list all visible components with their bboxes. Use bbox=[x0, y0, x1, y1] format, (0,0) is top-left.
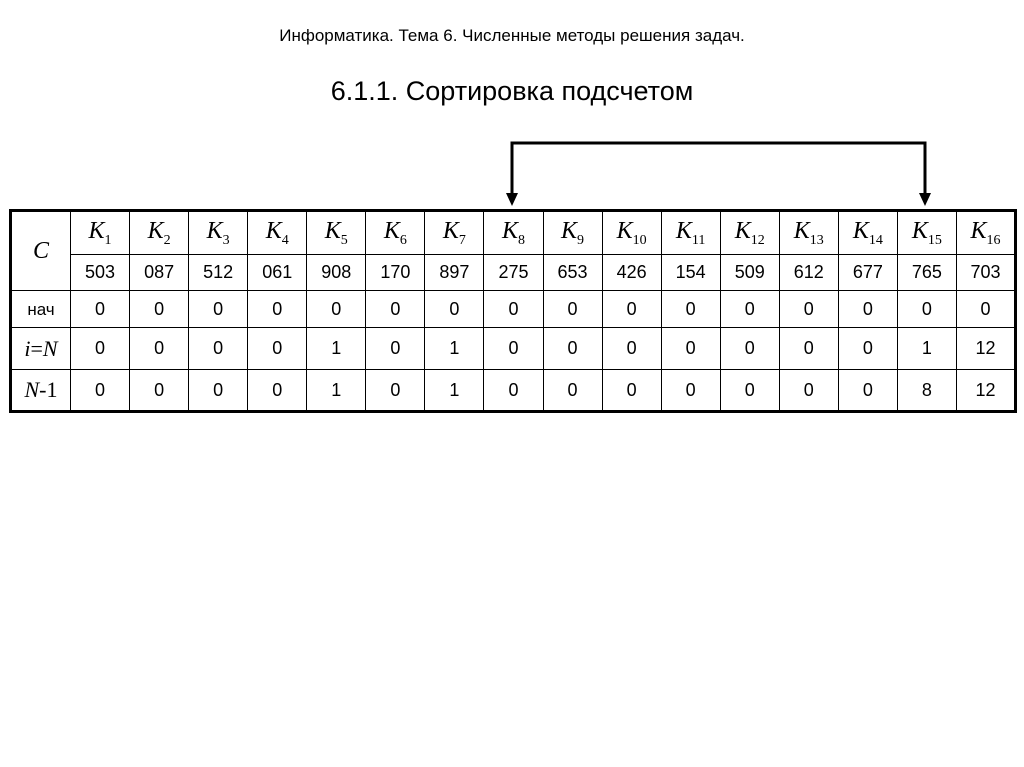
key-label: $K_7$ bbox=[442, 217, 466, 248]
key-label: $K_3$ bbox=[206, 217, 230, 248]
value-cell: 061 bbox=[248, 255, 307, 291]
row-n-minus-1 bbox=[11, 370, 1016, 412]
count-cell: 0 bbox=[543, 291, 602, 328]
key-index: 10 bbox=[632, 232, 647, 248]
key-header-k15 bbox=[897, 211, 956, 255]
row-label: N-1 bbox=[11, 370, 71, 412]
count-cell: 0 bbox=[130, 328, 189, 370]
value-cell: 765 bbox=[897, 255, 956, 291]
key-label: $K_{13}$ bbox=[793, 217, 824, 248]
count-cell: 0 bbox=[661, 291, 720, 328]
key-index: 9 bbox=[577, 232, 585, 248]
count-cell: 0 bbox=[720, 328, 779, 370]
key-header-k7 bbox=[425, 211, 484, 255]
key-label: $K_8$ bbox=[501, 217, 525, 248]
row-label: нач bbox=[11, 291, 71, 328]
key-header-k16 bbox=[956, 211, 1015, 255]
value-cell: 677 bbox=[838, 255, 897, 291]
key-index: 6 bbox=[399, 232, 407, 248]
count-cell: 0 bbox=[366, 291, 425, 328]
count-cell: 0 bbox=[602, 370, 661, 412]
value-cell: 897 bbox=[425, 255, 484, 291]
count-cell: 0 bbox=[248, 328, 307, 370]
count-cell: 0 bbox=[189, 328, 248, 370]
count-cell: 0 bbox=[366, 328, 425, 370]
count-cell: 1 bbox=[425, 328, 484, 370]
key-label: $K_2$ bbox=[147, 217, 171, 248]
count-cell: 0 bbox=[307, 291, 366, 328]
arrow-path bbox=[512, 143, 925, 200]
count-cell: 0 bbox=[838, 328, 897, 370]
key-header-k6 bbox=[366, 211, 425, 255]
key-label: $K_{16}$ bbox=[970, 217, 1001, 248]
count-cell: 0 bbox=[248, 291, 307, 328]
count-cell: 1 bbox=[307, 328, 366, 370]
key-header-k4 bbox=[248, 211, 307, 255]
count-cell: 1 bbox=[897, 328, 956, 370]
row-i-eq-n bbox=[11, 328, 1016, 370]
value-cell: 426 bbox=[602, 255, 661, 291]
key-index: 11 bbox=[691, 232, 706, 248]
key-index: 16 bbox=[986, 232, 1001, 248]
row-label: i=N bbox=[11, 328, 71, 370]
value-cell: 509 bbox=[720, 255, 779, 291]
count-cell: 0 bbox=[779, 328, 838, 370]
key-header-k1 bbox=[71, 211, 130, 255]
count-cell: 12 bbox=[956, 328, 1015, 370]
key-label: $K_1$ bbox=[88, 217, 112, 248]
count-cell: 0 bbox=[602, 291, 661, 328]
label-c: C bbox=[11, 211, 71, 291]
key-index: 5 bbox=[340, 232, 348, 248]
key-label: $K_{12}$ bbox=[734, 217, 765, 248]
key-header-k12 bbox=[720, 211, 779, 255]
count-cell: 0 bbox=[779, 291, 838, 328]
count-cell: 0 bbox=[130, 291, 189, 328]
count-cell: 0 bbox=[189, 291, 248, 328]
key-header-k14 bbox=[838, 211, 897, 255]
count-cell: 0 bbox=[897, 291, 956, 328]
key-index: 8 bbox=[517, 232, 525, 248]
arrow-head-k15 bbox=[919, 193, 931, 206]
value-cell: 512 bbox=[189, 255, 248, 291]
key-label: $K_5$ bbox=[324, 217, 348, 248]
key-label: $K_{11}$ bbox=[675, 217, 706, 248]
value-cell: 703 bbox=[956, 255, 1015, 291]
key-header-k10 bbox=[602, 211, 661, 255]
key-header-k9 bbox=[543, 211, 602, 255]
key-label: $K_{15}$ bbox=[911, 217, 942, 248]
value-cell: 653 bbox=[543, 255, 602, 291]
count-cell: 0 bbox=[425, 291, 484, 328]
key-label: $K_9$ bbox=[561, 217, 585, 248]
key-index: 2 bbox=[163, 232, 171, 248]
key-label: $K_{10}$ bbox=[616, 217, 647, 248]
key-index: 1 bbox=[104, 232, 112, 248]
count-cell: 0 bbox=[838, 291, 897, 328]
count-cell: 0 bbox=[661, 328, 720, 370]
key-header-k2 bbox=[130, 211, 189, 255]
key-label: $K_4$ bbox=[265, 217, 289, 248]
count-cell: 0 bbox=[366, 370, 425, 412]
counting-sort-table bbox=[9, 209, 1017, 413]
count-cell: 0 bbox=[720, 291, 779, 328]
value-cell: 612 bbox=[779, 255, 838, 291]
count-cell: 0 bbox=[484, 370, 543, 412]
arrow-head-k8 bbox=[506, 193, 518, 206]
key-header-k3 bbox=[189, 211, 248, 255]
key-index: 7 bbox=[458, 232, 466, 248]
count-cell: 0 bbox=[248, 370, 307, 412]
count-cell: 1 bbox=[307, 370, 366, 412]
count-cell: 0 bbox=[838, 370, 897, 412]
count-cell: 0 bbox=[543, 370, 602, 412]
value-cell: 170 bbox=[366, 255, 425, 291]
count-cell: 0 bbox=[779, 370, 838, 412]
value-cell: 908 bbox=[307, 255, 366, 291]
value-cell: 275 bbox=[484, 255, 543, 291]
key-index: 4 bbox=[281, 232, 289, 248]
count-cell: 0 bbox=[189, 370, 248, 412]
header-subtitle: Информатика. Тема 6. Численные методы решения задач. bbox=[279, 26, 745, 45]
value-cell: 503 bbox=[71, 255, 130, 291]
count-cell: 0 bbox=[71, 370, 130, 412]
values-row bbox=[11, 255, 1016, 291]
key-index: 15 bbox=[927, 232, 942, 248]
key-index: 12 bbox=[750, 232, 765, 248]
keys-header-row bbox=[11, 211, 1016, 255]
count-cell: 0 bbox=[720, 370, 779, 412]
count-cell: 0 bbox=[484, 291, 543, 328]
count-cell: 0 bbox=[543, 328, 602, 370]
count-cell: 8 bbox=[897, 370, 956, 412]
count-cell: 0 bbox=[130, 370, 189, 412]
count-cell: 0 bbox=[71, 291, 130, 328]
count-cell: 0 bbox=[661, 370, 720, 412]
value-cell: 087 bbox=[130, 255, 189, 291]
key-header-k13 bbox=[779, 211, 838, 255]
count-cell: 0 bbox=[956, 291, 1015, 328]
key-header-k8 bbox=[484, 211, 543, 255]
count-cell: 0 bbox=[602, 328, 661, 370]
key-header-k5 bbox=[307, 211, 366, 255]
key-index: 13 bbox=[809, 232, 824, 248]
key-index: 14 bbox=[868, 232, 883, 248]
count-cell: 0 bbox=[71, 328, 130, 370]
key-index: 3 bbox=[222, 232, 230, 248]
page-title: 6.1.1. Сортировка подсчетом bbox=[330, 76, 694, 106]
count-cell: 1 bbox=[425, 370, 484, 412]
key-header-k11 bbox=[661, 211, 720, 255]
count-cell: 12 bbox=[956, 370, 1015, 412]
value-cell: 154 bbox=[661, 255, 720, 291]
count-cell: 0 bbox=[484, 328, 543, 370]
key-label: $K_6$ bbox=[383, 217, 407, 248]
key-label: $K_{14}$ bbox=[852, 217, 883, 248]
row-nach bbox=[11, 291, 1016, 328]
